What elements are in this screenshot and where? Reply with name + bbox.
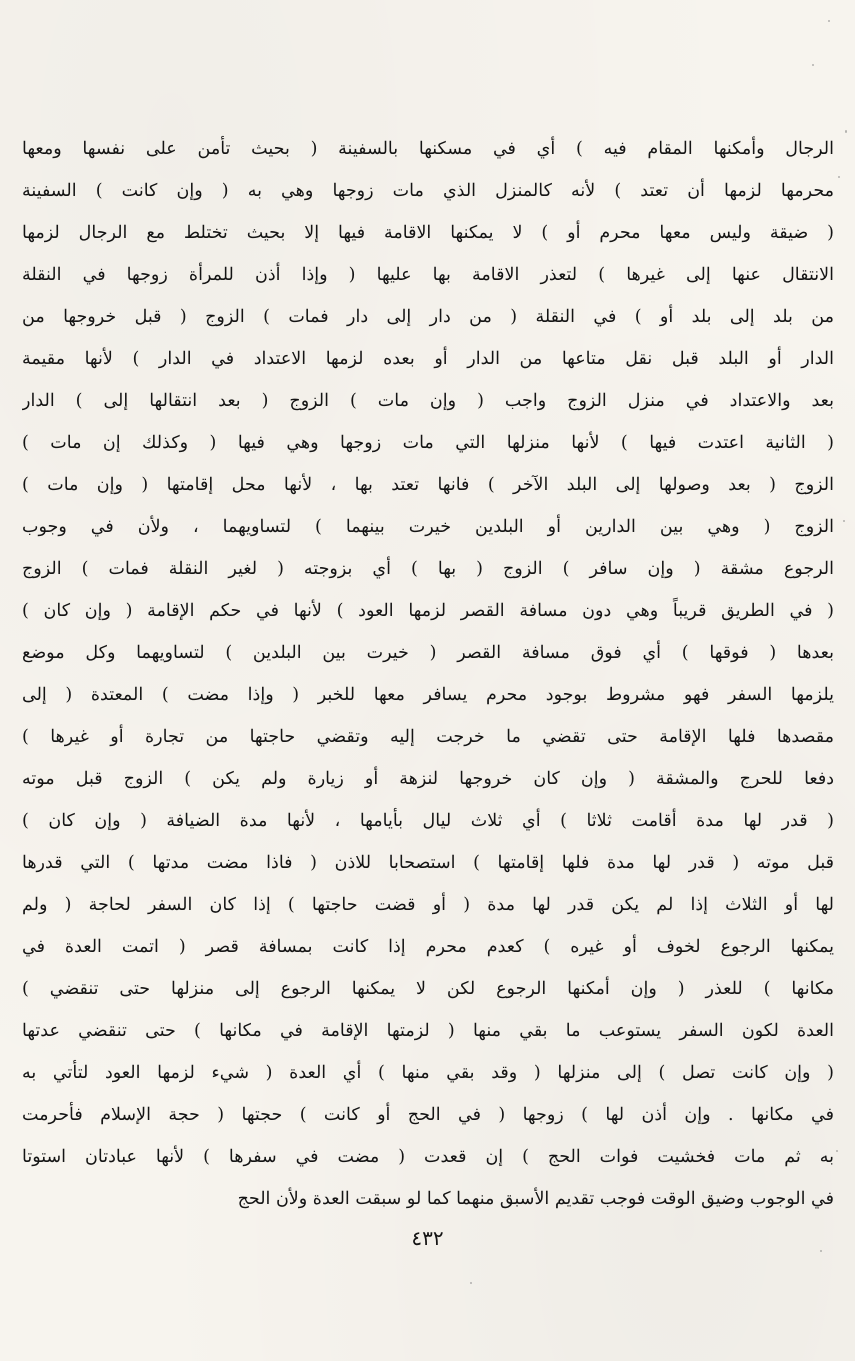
text-line: ( الثانية اعتدت فيها ) لأنها منزلها التي مات زوجها وهي فيها ( وكذلك إن مات ) bbox=[22, 433, 834, 453]
scan-speck bbox=[828, 20, 830, 22]
scan-speck bbox=[838, 176, 840, 178]
text-line: الدار أو البلد قبل نقل متاعها من الدار أو بعده لزمها الاعتداد في الدار ) لأنها مقيمة bbox=[22, 349, 834, 369]
text-line: قبل موته ( قدر لها مدة فلها إقامتها ) استصحابا للاذن ( فاذا مضت مدتها ) التي قدرها bbox=[22, 853, 834, 873]
scan-speck bbox=[845, 130, 847, 133]
text-line: في الوجوب وضيق الوقت فوجب تقديم الأسبق منهما كما لو سبقت العدة ولأن الحج bbox=[237, 1189, 834, 1209]
text-line: ( قدر لها مدة أقامت ثلاثا ) أي ثلاث ليال بأيامها ، لأنها مدة الضيافة ( وإن كان ) bbox=[22, 811, 834, 831]
text-line: بعدها ( فوقها ) أي فوق مسافة القصر ( خيرت بين البلدين ) لتساويهما وكل موضع bbox=[22, 643, 834, 663]
text-line: يلزمها السفر فهو مشروط بوجود محرم يسافر معها للخبر ( وإذا مضت ) المعتدة ( إلى bbox=[22, 685, 834, 705]
text-line: في مكانها . وإن أذن لها ) زوجها ( في الحج أو كانت ) حجتها ( حجة الإسلام فأحرمت bbox=[22, 1105, 834, 1125]
scan-speck bbox=[836, 1150, 838, 1152]
text-line: الزوج ( بعد وصولها إلى البلد الآخر ) فانها تعتد بها ، لأنها محل إقامتها ( وإن مات ) bbox=[22, 475, 834, 495]
text-line: ( وإن كانت تصل ) إلى منزلها ( وقد بقي منها ) أي العدة ( شيء لزمها العود لتأتي به bbox=[22, 1063, 834, 1083]
text-line: محرمها لزمها أن تعتد ) لأنه كالمنزل الذي مات زوجها وهي به ( وإن كانت ) السفينة bbox=[22, 181, 834, 201]
scan-speck bbox=[812, 64, 814, 66]
text-line: به ثم مات فخشيت فوات الحج ) إن قعدت ( مضت في سفرها ) لأنها عبادتان استوتا bbox=[22, 1147, 834, 1167]
text-line: بعد والاعتداد في منزل الزوج واجب ( وإن مات ) الزوج ( بعد انتقالها إلى ) الدار bbox=[22, 391, 834, 411]
scan-speck bbox=[843, 520, 845, 522]
text-line: العدة لكون السفر يستوعب ما بقي منها ( لزمتها الإقامة في مكانها ) حتى تنقضي عدتها bbox=[22, 1021, 834, 1041]
text-line: الانتقال عنها إلى غيرها ) لتعذر الاقامة بها عليها ( وإذا أذن للمرأة زوجها في النقلة bbox=[22, 265, 834, 285]
page-number: ٤٣٢ bbox=[411, 1226, 444, 1250]
text-line: مقصدها فلها الإقامة حتى تقضي ما خرجت إليه وتقضي حاجتها من تجارة أو غيرها ) bbox=[22, 727, 834, 747]
scan-speck bbox=[820, 1250, 822, 1252]
text-line: مكانها ) للعذر ( وإن أمكنها الرجوع لكن لا يمكنها الرجوع إلى منزلها حتى تنقضي ) bbox=[22, 979, 834, 999]
text-line: دفعا للحرج والمشقة ( وإن كان خروجها لنزهة أو زيارة ولم يكن ) الزوج قبل موته bbox=[22, 769, 834, 789]
text-line: ( في الطريق قريباً وهي دون مسافة القصر لزمها العود ) لأنها في حكم الإقامة ( وإن كان ) bbox=[22, 601, 834, 621]
text-line: الزوج ( وهي بين الدارين أو البلدين خيرت بينهما ) لتساويهما ، ولأن في وجوب bbox=[22, 517, 834, 537]
body-text bbox=[22, 128, 834, 1220]
scan-speck bbox=[470, 1282, 472, 1284]
text-line: يمكنها الرجوع لخوف أو غيره ) كعدم محرم إذا كانت بمسافة قصر ( اتمت العدة في bbox=[22, 937, 834, 957]
text-line: من بلد إلى بلد أو ) في النقلة ( من دار إلى دار فمات ) الزوج ( قبل خروجها من bbox=[22, 307, 834, 327]
text-line: ( ضيقة وليس معها محرم أو ) لا يمكنها الاقامة فيها إلا بحيث تختلط مع الرجال لزمها bbox=[22, 223, 834, 243]
text-line: الرجال وأمكنها المقام فيه ) أي في مسكنها بالسفينة ( بحيث تأمن على نفسها ومعها bbox=[22, 139, 834, 159]
text-line: لها أو الثلاث إذا لم يكن قدر لها مدة ( أو قضت حاجتها ) إذا كان السفر لحاجة ( ولم bbox=[22, 895, 834, 915]
text-line: الرجوع مشقة ( وإن سافر ) الزوج ( بها ) أي بزوجته ( لغير النقلة فمات ) الزوج bbox=[22, 559, 834, 579]
